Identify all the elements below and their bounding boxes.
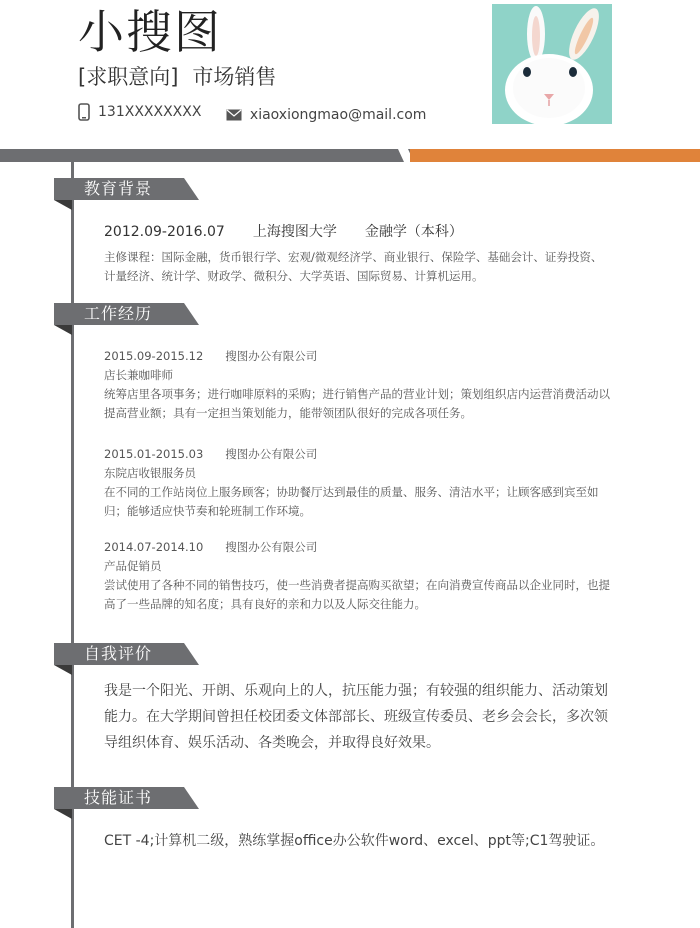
job-company: 搜图办公有限公司	[225, 349, 318, 363]
phone-contact	[78, 101, 201, 123]
job-company: 搜图办公有限公司	[225, 540, 318, 554]
job-header	[104, 538, 614, 557]
job-header	[104, 347, 614, 366]
education-courses: 主修课程：国际金融，货币银行学、宏观/微观经济学、商业银行、保险学、基础会计、证券投资、计量经济、统计学、财政学、微积分、大学英语、国际贸易、计算机运用。	[104, 250, 603, 283]
email-address: xiaoxiongmao@mail.com	[249, 107, 427, 123]
job-intent-value: 市场销售	[192, 65, 277, 89]
education-line	[104, 221, 491, 241]
email-contact	[226, 104, 427, 126]
skills-text: CET -4;计算机二级，熟练掌握office办公软件word、excel、ppt等;C1驾驶证。	[104, 833, 605, 849]
education-school: 上海搜图大学	[252, 224, 337, 240]
education-period: 2012.09-2016.07	[104, 224, 225, 240]
job-intent-label: [求职意向]	[78, 65, 179, 89]
job-role: 店长兼咖啡师	[104, 368, 173, 382]
job-entry	[104, 538, 614, 614]
job-description: 尝试使用了各种不同的销售技巧，使一些消费者提高购买欲望；在向消费宣传商品以企业同时，也提高了一些品牌的知名度；具有良好的亲和力以及人际交往能力。	[104, 578, 610, 611]
section-title-education: 教育背景	[84, 179, 153, 198]
job-entry	[104, 347, 614, 423]
section-title-skills: 技能证书	[84, 788, 153, 807]
candidate-name: 小搜图	[78, 5, 222, 59]
job-role: 产品促销员	[104, 559, 162, 573]
contact-info	[78, 101, 446, 128]
phone-icon	[78, 103, 90, 121]
job-description: 统筹店里各项事务；进行咖啡原料的采购；进行销售产品的营业计划；策划组织店内运营消费活动以提高营业额；具有一定担当策划能力，能带领团队很好的完成各项任务。	[104, 387, 610, 420]
job-header	[104, 445, 614, 464]
job-role: 东院店收银服务员	[104, 466, 196, 480]
section-title-self-eval: 自我评价	[84, 644, 153, 663]
section-header-self-eval	[54, 643, 199, 665]
phone-number: 131XXXXXXXX	[98, 104, 202, 120]
job-description: 在不同的工作站岗位上服务顾客；协助餐厅达到最佳的质量、服务、清洁水平；让顾客感到宾至如归；能够适应快节奏和轮班制工作环境。	[104, 485, 599, 518]
header-divider-orange	[410, 149, 700, 162]
section-header-education	[54, 178, 199, 200]
job-period: 2014.07-2014.10	[104, 540, 204, 554]
self-eval-text: 我是一个阳光、开朗、乐观向上的人，抗压能力强；有较强的组织能力、活动策划能力。在大学期间曾担任校团委文体部部长、班级宣传委员、老乡会会长，多次领导组织体育、娱乐活动、各类晚会，并取得良好效果。	[104, 683, 608, 751]
job-period: 2015.09-2015.12	[104, 349, 204, 363]
education-major: 金融学（本科）	[364, 224, 463, 240]
profile-photo	[492, 4, 612, 124]
header-divider-gray	[0, 149, 410, 162]
job-intent	[78, 62, 276, 92]
job-entry	[104, 445, 614, 521]
job-company: 搜图办公有限公司	[225, 447, 318, 461]
envelope-icon	[226, 109, 242, 121]
section-header-work	[54, 303, 199, 325]
section-header-skills	[54, 787, 199, 809]
job-period: 2015.01-2015.03	[104, 447, 204, 461]
section-title-work: 工作经历	[84, 304, 153, 323]
